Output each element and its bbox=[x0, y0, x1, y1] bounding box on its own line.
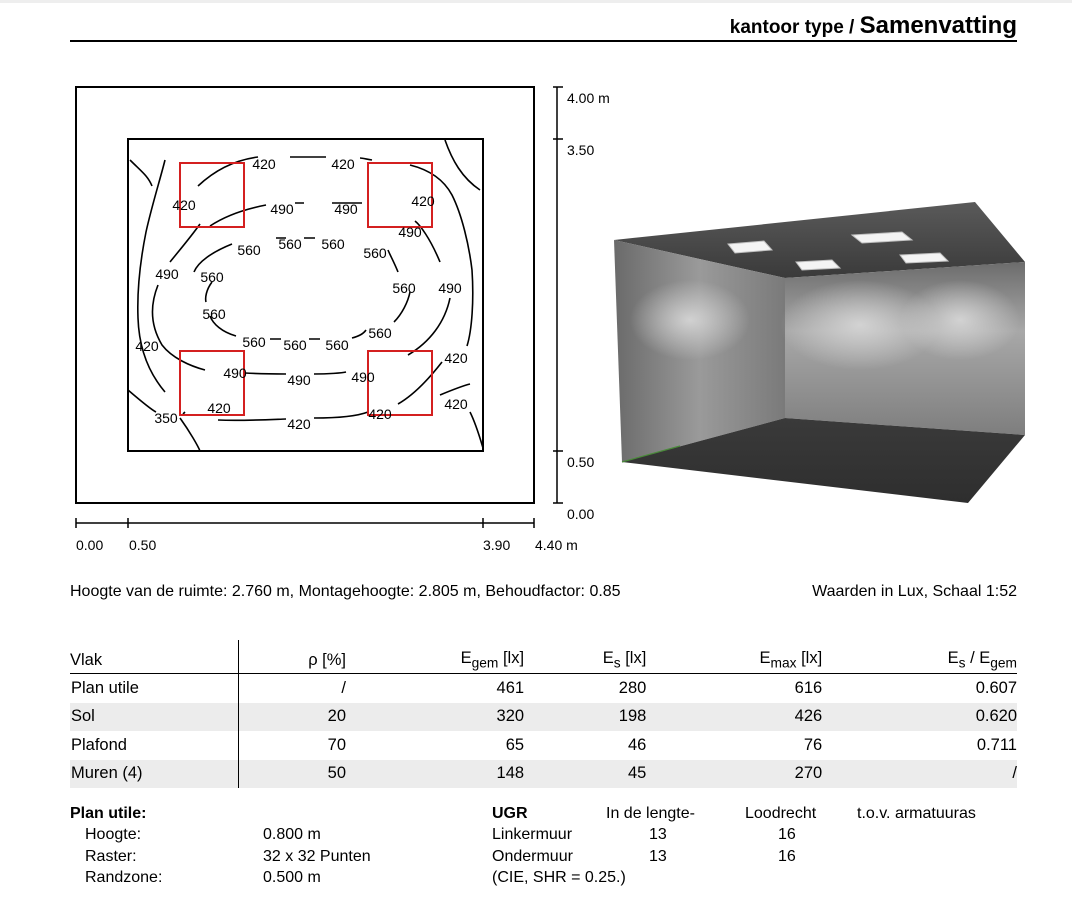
ugr-row-label: Linkermuur bbox=[492, 826, 573, 843]
ugr-value: 16 bbox=[778, 847, 796, 865]
isoline-label: 560 bbox=[237, 242, 261, 258]
isoline-label: 560 bbox=[321, 236, 345, 252]
header-separator: / bbox=[843, 17, 860, 38]
plan-utile-value: 0.500 m bbox=[263, 869, 321, 886]
plan-utile-title: Plan utile: bbox=[70, 805, 147, 822]
col-es: $E_s$ [lx] bbox=[524, 640, 646, 674]
ugr-note: (CIE, SHR = 0.25.) bbox=[492, 869, 626, 886]
ugr-value: 13 bbox=[649, 826, 667, 843]
isoline-label: 490 bbox=[155, 266, 179, 282]
table-header-row bbox=[70, 640, 1017, 674]
col-rho: ρ [%] bbox=[239, 640, 347, 674]
header-rule bbox=[70, 40, 1017, 42]
room-outline bbox=[76, 87, 534, 503]
x-axis-label: 0.00 bbox=[76, 537, 104, 553]
table-row: Muren (4) 50 148 45 270 / bbox=[70, 760, 1017, 789]
ugr-col-perpendicular: Loodrecht bbox=[745, 805, 817, 822]
y-axis-label: 4.00 m bbox=[567, 90, 610, 106]
col-egem: $E_{gem}$ [lx] bbox=[346, 640, 524, 674]
plan-utile-value: 0.800 m bbox=[263, 826, 321, 843]
isoline-label: 560 bbox=[200, 269, 224, 285]
luminaire bbox=[796, 260, 840, 270]
ugr-value: 16 bbox=[778, 826, 796, 843]
plan-utile-value: 32 x 32 Punten bbox=[263, 847, 371, 865]
isoline-label: 420 bbox=[207, 400, 231, 416]
isoline-plan bbox=[0, 50, 620, 570]
isoline-label: 420 bbox=[411, 193, 435, 209]
table-row: Sol 20 320 198 426 0.620 bbox=[70, 703, 1017, 732]
y-axis-label: 0.00 bbox=[567, 506, 595, 522]
isoline-label: 420 bbox=[331, 156, 355, 172]
isoline-label: 490 bbox=[223, 365, 247, 381]
work-area-outline bbox=[128, 139, 483, 451]
table-row: Plan utile / 461 280 616 0.607 bbox=[70, 674, 1017, 703]
light-spot bbox=[630, 280, 750, 360]
isoline-label: 420 bbox=[252, 156, 276, 172]
isoline-label: 420 bbox=[444, 396, 468, 412]
isoline-label: 420 bbox=[444, 350, 468, 366]
x-axis-label: 0.50 bbox=[129, 537, 157, 553]
results-table bbox=[70, 640, 1017, 788]
isoline-label: 420 bbox=[368, 406, 392, 422]
luminaire bbox=[180, 163, 244, 227]
x-axis-label: 3.90 bbox=[483, 537, 511, 553]
table-row: Plafond 70 65 46 76 0.711 bbox=[70, 731, 1017, 760]
isoline-350-right bbox=[440, 384, 483, 448]
y-axis-label: 3.50 bbox=[567, 142, 595, 158]
isoline-corner-top-right bbox=[445, 140, 480, 190]
isoline-label: 490 bbox=[270, 201, 294, 217]
ugr-row-label: Ondermuur bbox=[492, 847, 573, 865]
section-title: Samenvatting bbox=[859, 12, 1017, 39]
isoline-label: 560 bbox=[325, 337, 349, 353]
isoline-label: 490 bbox=[398, 224, 422, 240]
isoline-label: 560 bbox=[283, 337, 307, 353]
x-axis-label: 4.40 m bbox=[535, 537, 578, 553]
isoline-label: 490 bbox=[438, 280, 462, 296]
isoline-label: 560 bbox=[242, 334, 266, 350]
page-header bbox=[70, 12, 1017, 40]
isoline-label: 420 bbox=[287, 416, 311, 432]
plan-utile-label: Randzone: bbox=[85, 869, 163, 886]
isoline-label: 560 bbox=[368, 325, 392, 341]
isoline-label: 350 bbox=[154, 410, 178, 426]
col-ratio: $E_s / E_{gem}$ bbox=[822, 640, 1017, 674]
luminaire bbox=[900, 253, 948, 263]
top-border bbox=[0, 0, 1072, 3]
y-axis-label: 0.50 bbox=[567, 454, 595, 470]
isoline-label: 420 bbox=[135, 338, 159, 354]
project-name: kantoor type bbox=[729, 17, 844, 38]
isoline-label: 560 bbox=[392, 280, 416, 296]
col-vlak: Vlak bbox=[70, 640, 239, 674]
light-spot bbox=[900, 280, 1020, 360]
plan-utile-label: Raster: bbox=[85, 847, 137, 865]
axes bbox=[76, 87, 563, 528]
ugr-title: UGR bbox=[492, 805, 528, 822]
isoline-label: 420 bbox=[172, 197, 196, 213]
room-parameters: Hoogte van de ruimte: 2.760 m, Montagehoogte: 2.805 m, Behoudfactor: 0.85 bbox=[70, 583, 621, 600]
col-emax: $E_{max}$ [lx] bbox=[646, 640, 822, 674]
isoline-label: 490 bbox=[287, 372, 311, 388]
isolines bbox=[128, 140, 483, 451]
isoline-label: 490 bbox=[351, 369, 375, 385]
isoline-labels bbox=[135, 156, 468, 432]
room-3d-render bbox=[600, 190, 1040, 520]
ugr-value: 13 bbox=[649, 847, 667, 865]
isoline-corner-top-left bbox=[130, 160, 152, 186]
ugr-col-reference: t.o.v. armatuuras bbox=[857, 805, 976, 822]
isoline-label: 560 bbox=[278, 236, 302, 252]
ugr-col-lengthwise: In de lengte- bbox=[606, 805, 695, 822]
plan-utile-label: Hoogte: bbox=[85, 826, 142, 843]
isoline-label: 560 bbox=[363, 245, 387, 261]
isoline-label: 560 bbox=[202, 306, 226, 322]
units-scale: Waarden in Lux, Schaal 1:52 bbox=[812, 583, 1017, 600]
isoline-label: 490 bbox=[334, 201, 358, 217]
